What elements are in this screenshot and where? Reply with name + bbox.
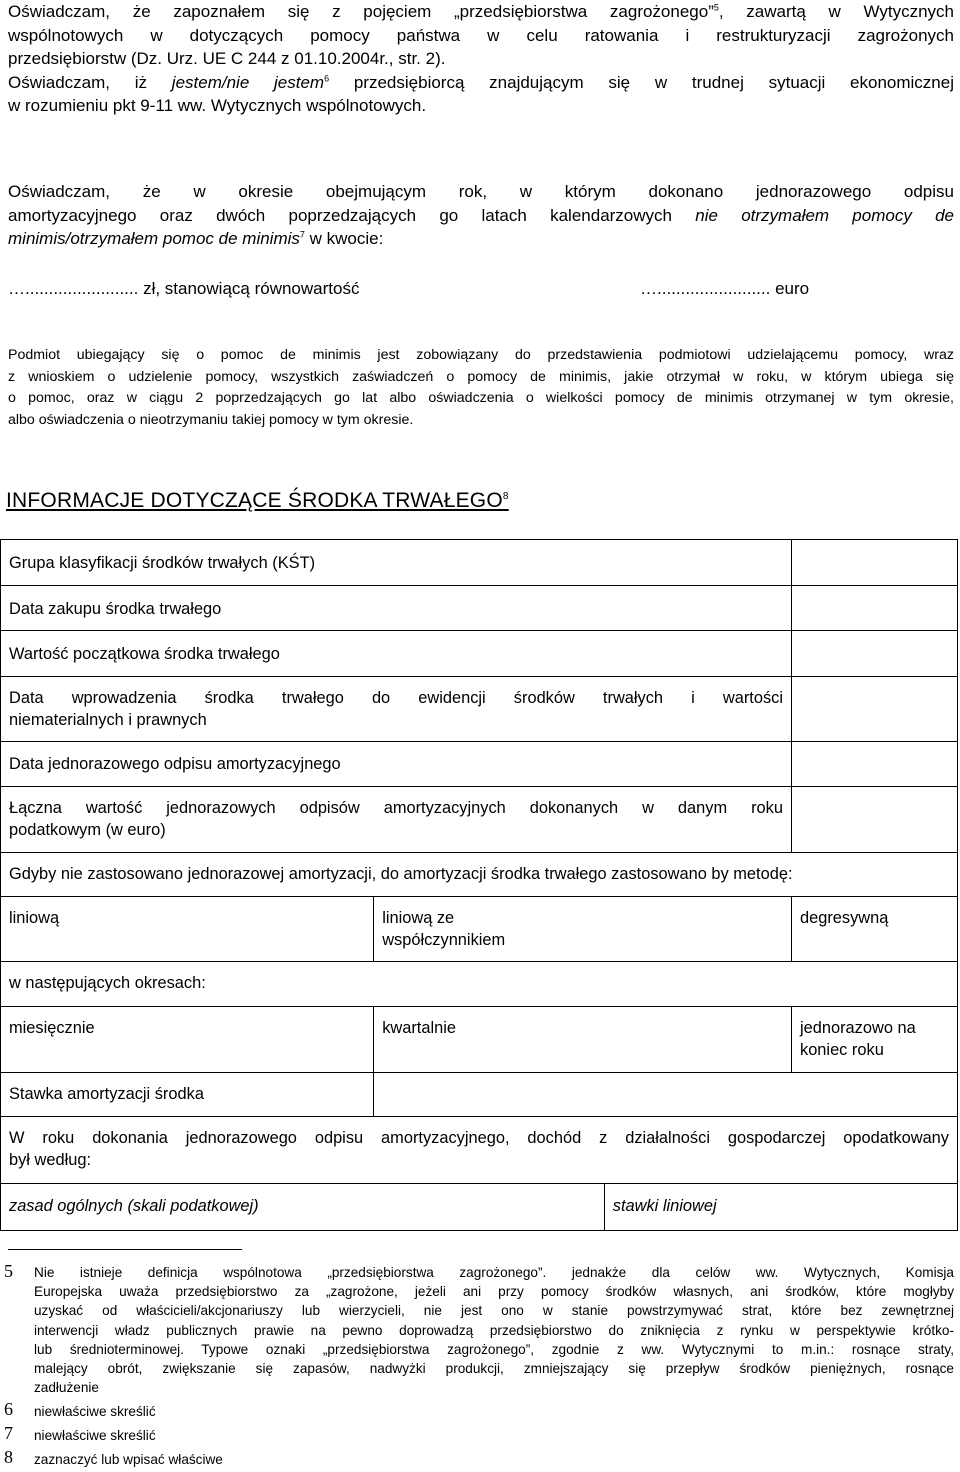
table-row xyxy=(1,787,958,853)
purchase-date-input[interactable] xyxy=(792,586,958,631)
footnote-number: 7 xyxy=(4,1423,13,1443)
table-row xyxy=(1,853,958,897)
footnote-ref: 5 xyxy=(713,2,719,13)
option-line: koniec roku xyxy=(800,1041,884,1059)
deminimis-line xyxy=(8,227,954,251)
table-row xyxy=(1,742,958,787)
table-row xyxy=(1,540,958,586)
footnote-line: interwencji władz publicznych prawie na pewno doprowadzą przedsiębiorstwo do zniknięcia z rynku w perspektywie krótko- xyxy=(34,1322,954,1338)
footnote-ref: 7 xyxy=(299,229,305,240)
footnote-line: lub średnioterminowej. Typowe oznaki „przedsiębiorstwa zagrożonego”, zgodnie z ww. Wytycznymi to m.in.: rosnące straty, xyxy=(34,1341,954,1357)
deminimis-text: w kwocie: xyxy=(304,229,384,248)
label-line: Data wprowadzenia środka trwałego do ewidencji środków trwałych i wartości xyxy=(9,689,783,707)
intro-line: wspólnotowych w dotyczących pomocy państwa w celu ratowania i restrukturyzacji zagrożonych xyxy=(8,25,954,45)
total-writeoff-label xyxy=(1,787,792,853)
footnote-number: 8 xyxy=(4,1447,13,1467)
writeoff-date-input[interactable] xyxy=(792,742,958,787)
initial-value-input[interactable] xyxy=(792,631,958,677)
intro-text: Oświadczam, iż xyxy=(8,72,172,92)
footnote-number: 5 xyxy=(4,1261,13,1281)
table-row xyxy=(1,897,958,962)
footnote-line: zadłużenie xyxy=(34,1380,99,1396)
option-line: współczynnikiem xyxy=(382,931,506,949)
purchase-date-label: Data zakupu środka trwałego xyxy=(1,586,792,631)
table-row xyxy=(1,631,958,677)
notice-line: Podmiot ubiegający się o pomoc de minimis jest zobowiązany do przedstawienia podmiotowi udzielającemu pomocy, wraz xyxy=(8,347,954,363)
intro-text: przedsiębiorcą znajdującym się w trudnej sytuacji ekonomicznej xyxy=(329,72,954,92)
footnote-line: uzyskać od właścicieli/akcjonariuszy lub wierzycieli, nie jest ono w stanie powstrzymywać strat, które bez zewnętrznej xyxy=(34,1303,954,1319)
method-linear-coefficient-option[interactable] xyxy=(374,897,792,962)
notice-line: z wnioskiem o udzielenie pomocy, wszystkich zaświadczeń o pomocy de minimis, jakie otrzymał w roku, w którym ubiega się xyxy=(8,368,954,385)
depreciation-rate-input[interactable] xyxy=(374,1073,958,1117)
option-line: liniową ze xyxy=(382,909,455,927)
intro-italic-option: jestem/nie jestem xyxy=(171,72,325,92)
footnote-6: niewłaściwe skreślić xyxy=(34,1404,156,1419)
notice-line: o pomoc, oraz w ciągu 2 poprzedzających go lat albo oświadczenia o wielkości pomocy de minimis otrzymanej w tym okresie, xyxy=(8,390,954,407)
footnote-ref: 6 xyxy=(324,72,330,83)
deminimis-italic-option: nie otrzymałem pomocy de xyxy=(695,205,955,225)
income-taxation-question xyxy=(1,1117,958,1184)
label-line: niematerialnych i prawnych xyxy=(9,711,207,729)
registration-date-input[interactable] xyxy=(792,677,958,742)
label-line: podatkowym (w euro) xyxy=(9,821,166,839)
table-row xyxy=(1,1073,958,1117)
label-line: był według: xyxy=(9,1151,92,1169)
section-title xyxy=(6,489,509,513)
label-line: Łączna wartość jednorazowych odpisów amortyzacyjnych dokonanych w danym roku xyxy=(9,799,783,817)
notice-line: albo oświadczenia o nieotrzymaniu takiej pomocy w tym okresie. xyxy=(8,411,414,428)
registration-date-label xyxy=(1,677,792,742)
table-row xyxy=(1,677,958,742)
amount-euro-field[interactable]: …........................ euro xyxy=(640,279,810,298)
label-line: W roku dokonania jednorazowego odpisu amortyzacyjnego, dochód z działalności gospodarczej opodatkowany xyxy=(9,1129,949,1147)
footnote-7: niewłaściwe skreślić xyxy=(34,1428,156,1443)
kst-group-input[interactable] xyxy=(792,540,958,586)
footnote-separator xyxy=(8,1249,242,1250)
period-yearend-option[interactable] xyxy=(792,1007,958,1073)
deminimis-line xyxy=(8,204,954,228)
footnote-ref: 8 xyxy=(502,491,509,502)
fixed-asset-table xyxy=(0,539,958,1231)
intro-text: Oświadczam, że zapoznałem się z pojęciem „przedsiębiorstwa zagrożonego” xyxy=(8,2,714,21)
method-degressive-option[interactable]: degresywną xyxy=(792,897,958,962)
period-quarterly-option[interactable]: kwartalnie xyxy=(374,1007,792,1073)
intro-line xyxy=(8,71,954,95)
amount-pln-field[interactable]: …........................ zł, stanowiącą równowartość xyxy=(8,279,360,298)
intro-line xyxy=(8,0,954,24)
periods-question: w następujących okresach: xyxy=(1,962,958,1007)
deminimis-text: amortyzacyjnego oraz dwóch poprzedzających go latach kalendarzowych xyxy=(8,205,696,225)
initial-value-label: Wartość początkowa środka trwałego xyxy=(1,631,792,677)
total-writeoff-input[interactable] xyxy=(792,787,958,853)
footnote-line: Europejska uważa przedsiębiorstwo za „zagrożone, jeżeli ani przy pomocy środków własnych, ani środków, które mogłyby xyxy=(34,1284,954,1300)
intro-declaration xyxy=(8,0,954,118)
kst-group-label: Grupa klasyfikacji środków trwałych (KŚT) xyxy=(1,540,792,586)
method-linear-option[interactable]: liniową xyxy=(1,897,374,962)
amount-line-right xyxy=(640,277,809,301)
deminimis-notice xyxy=(8,345,954,431)
footnote-8: zaznaczyć lub wpisać właściwe xyxy=(34,1452,223,1467)
period-monthly-option[interactable]: miesięcznie xyxy=(1,1007,374,1073)
footnote-line: malejący obrót, zwiększanie się zapasów, nadwyżki produkcji, zmniejszający się przepływ środków pieniężnych, rosnące xyxy=(34,1361,954,1377)
deminimis-line: Oświadczam, że w okresie obejmującym rok, w którym dokonano jednorazowego odpisu xyxy=(8,182,954,201)
footnote-number: 6 xyxy=(4,1399,13,1419)
intro-line: przedsiębiorstw (Dz. Urz. UE C 244 z 01.10.2004r., str. 2). xyxy=(8,49,446,68)
table-row xyxy=(1,1184,958,1231)
table-row xyxy=(1,962,958,1007)
intro-text: , zawartą w Wytycznych xyxy=(718,2,954,21)
intro-line: w rozumieniu pkt 9-11 ww. Wytycznych wspólnotowych. xyxy=(8,96,427,115)
table-row xyxy=(1,1117,958,1184)
table-row xyxy=(1,586,958,631)
depreciation-rate-label: Stawka amortyzacji środka xyxy=(1,1073,374,1117)
footnote-line: Nie istnieje definicja wspólnotowa „przedsiębiorstwa zagrożonego”. jednakże dla celów ww. Wytycznych, Komisja xyxy=(34,1265,954,1280)
amount-line-left xyxy=(8,277,359,301)
deminimis-declaration xyxy=(8,180,954,251)
deminimis-italic-option: minimis/otrzymałem pomoc de minimis xyxy=(8,229,300,248)
section-title-text: INFORMACJE DOTYCZĄCE ŚRODKA TRWAŁEGO xyxy=(6,489,503,512)
table-row xyxy=(1,1007,958,1073)
method-question: Gdyby nie zastosowano jednorazowej amortyzacji, do amortyzacji środka trwałego zastosowano by metodę: xyxy=(1,853,958,897)
tax-linear-option[interactable]: stawki liniowej xyxy=(612,1197,717,1215)
tax-general-option[interactable]: zasad ogólnych (skali podatkowej) xyxy=(9,1197,259,1215)
option-line: jednorazowo na xyxy=(800,1019,916,1037)
footnote-5 xyxy=(34,1263,954,1397)
writeoff-date-label: Data jednorazowego odpisu amortyzacyjnego xyxy=(1,742,792,787)
